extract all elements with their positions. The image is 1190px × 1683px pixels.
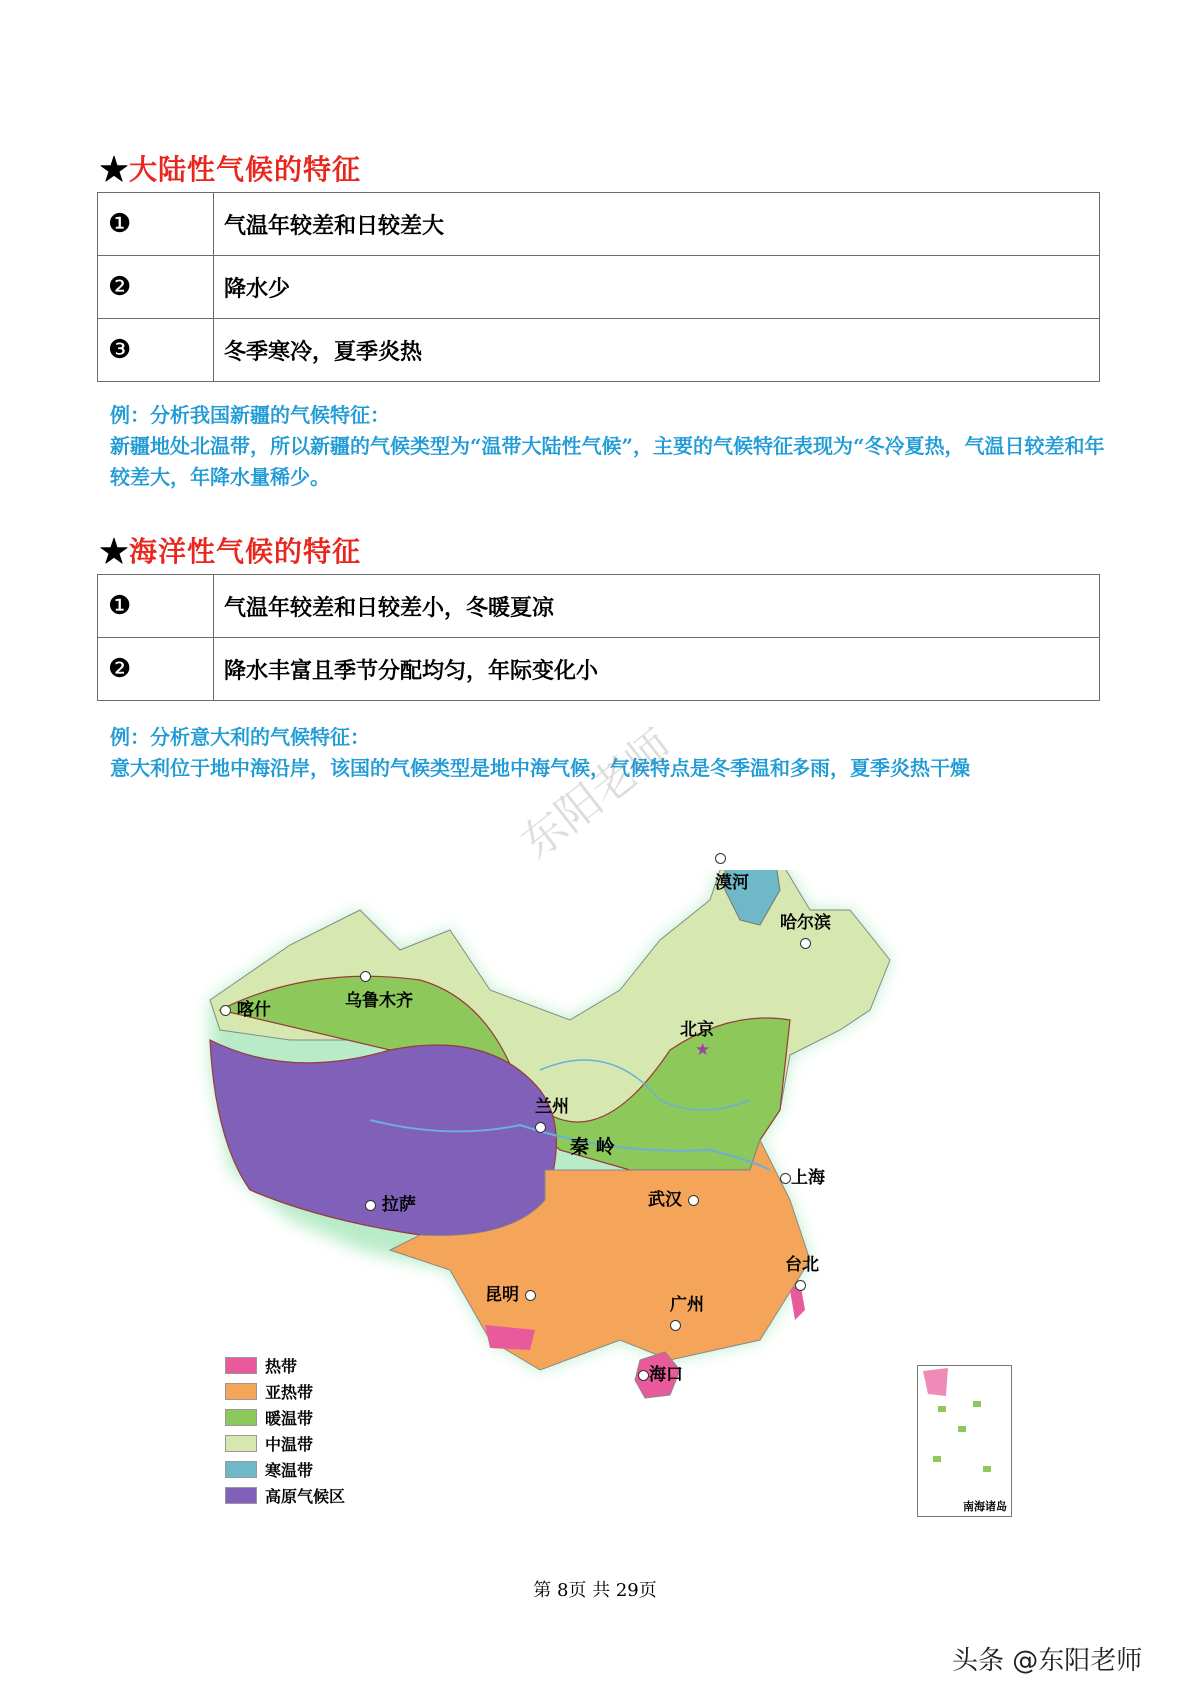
legend-swatch bbox=[225, 1435, 257, 1452]
table-row bbox=[98, 319, 1100, 382]
table-row bbox=[98, 256, 1100, 319]
city-label: 拉萨 bbox=[381, 1195, 416, 1215]
example-body: 意大利位于地中海沿岸，该国的气候类型是地中海气候，气候特点是冬季温和多雨，夏季炎热干燥 bbox=[110, 756, 970, 780]
row-text: 冬季寒冷，夏季炎热 bbox=[214, 319, 1100, 382]
row-text: 降水少 bbox=[214, 256, 1100, 319]
capital-star-icon: ★ bbox=[695, 1040, 711, 1060]
row-number: ❸ bbox=[98, 319, 214, 382]
star-icon: ★ bbox=[100, 535, 130, 568]
row-number: ❷ bbox=[98, 256, 214, 319]
city-label: 武汉 bbox=[648, 1190, 682, 1210]
continental-feature-table bbox=[97, 192, 1100, 382]
legend-swatch bbox=[225, 1487, 257, 1504]
city-taipei bbox=[785, 1250, 819, 1295]
city-marker-icon bbox=[360, 971, 371, 982]
city-lhasa bbox=[365, 1190, 416, 1215]
city-marker-icon bbox=[795, 1280, 806, 1291]
row-text: 降水丰富且季节分配均匀，年际变化小 bbox=[214, 638, 1100, 701]
city-shanghai bbox=[780, 1163, 825, 1188]
section-title-text: 海洋性气候的特征 bbox=[129, 535, 362, 568]
city-marker-icon bbox=[715, 853, 726, 864]
legend-item bbox=[225, 1352, 345, 1378]
city-label: 广州 bbox=[670, 1295, 704, 1315]
city-label: 哈尔滨 bbox=[780, 913, 831, 933]
city-label: 昆明 bbox=[485, 1285, 519, 1305]
qinling-mountains bbox=[570, 1132, 615, 1159]
example-xinjiang bbox=[110, 400, 1110, 493]
example-body: 新疆地处北温带，所以新疆的气候类型为“温带大陆性气候”，主要的气候特征表现为“冬冷夏热，气温日较差和年较差大，年降水量稀少。 bbox=[110, 434, 1105, 489]
city-marker-icon bbox=[780, 1173, 791, 1184]
table-row bbox=[98, 575, 1100, 638]
map-legend bbox=[225, 1352, 345, 1508]
city-label: 上海 bbox=[791, 1168, 825, 1188]
brand-watermark: 头条 @东阳老师 bbox=[952, 1646, 1143, 1676]
city-kunming bbox=[485, 1280, 536, 1305]
legend-swatch bbox=[225, 1357, 257, 1374]
city-marker-icon bbox=[670, 1320, 681, 1331]
city-label: 漠河 bbox=[715, 873, 749, 893]
legend-label: 寒温带 bbox=[265, 1460, 314, 1480]
section-title-oceanic bbox=[100, 530, 361, 570]
row-number: ❶ bbox=[98, 575, 214, 638]
city-label: 北京 bbox=[680, 1020, 714, 1040]
inset-islands bbox=[918, 1366, 1011, 1496]
city-label: 海口 bbox=[649, 1365, 683, 1385]
city-marker-icon bbox=[800, 938, 811, 949]
south-sea-islands-inset bbox=[917, 1365, 1012, 1517]
section-title-text: 大陆性气候的特征 bbox=[129, 153, 362, 186]
section-title-continental bbox=[100, 148, 361, 188]
city-harbin bbox=[780, 908, 831, 953]
city-beijing bbox=[680, 1015, 714, 1060]
city-marker-icon bbox=[535, 1122, 546, 1133]
inset-label: 南海诸岛 bbox=[963, 1500, 1007, 1513]
example-heading: 例：分析我国新疆的气候特征： bbox=[110, 403, 390, 427]
table-row bbox=[98, 638, 1100, 701]
city-label: 秦 岭 bbox=[570, 1136, 615, 1158]
city-label: 兰州 bbox=[535, 1097, 569, 1117]
legend-swatch bbox=[225, 1383, 257, 1400]
legend-swatch bbox=[225, 1409, 257, 1426]
city-urumqi bbox=[345, 966, 413, 1011]
table-row bbox=[98, 193, 1100, 256]
legend-label: 热带 bbox=[265, 1356, 298, 1376]
row-text: 气温年较差和日较差小，冬暖夏凉 bbox=[214, 575, 1100, 638]
city-guangzhou bbox=[670, 1290, 704, 1335]
city-label: 乌鲁木齐 bbox=[345, 991, 413, 1011]
city-haikou bbox=[638, 1360, 683, 1385]
star-icon: ★ bbox=[100, 153, 130, 186]
legend-label: 暖温带 bbox=[265, 1408, 314, 1428]
legend-label: 高原气候区 bbox=[265, 1486, 346, 1506]
legend-label: 亚热带 bbox=[265, 1382, 314, 1402]
city-lanzhou bbox=[535, 1092, 569, 1137]
city-kashgar bbox=[220, 995, 271, 1020]
city-marker-icon bbox=[220, 1005, 231, 1016]
city-marker-icon bbox=[525, 1290, 536, 1301]
city-wuhan bbox=[648, 1185, 699, 1210]
legend-swatch bbox=[225, 1461, 257, 1478]
page-number: 第 8页 共 29页 bbox=[533, 1580, 657, 1601]
legend-item bbox=[225, 1430, 345, 1456]
city-marker-icon bbox=[638, 1370, 649, 1381]
city-label: 台北 bbox=[785, 1255, 819, 1275]
city-marker-icon bbox=[365, 1200, 376, 1211]
oceanic-feature-table bbox=[97, 574, 1100, 701]
city-marker-icon bbox=[688, 1195, 699, 1206]
legend-item bbox=[225, 1378, 345, 1404]
row-number: ❶ bbox=[98, 193, 214, 256]
legend-item bbox=[225, 1456, 345, 1482]
legend-item bbox=[225, 1482, 345, 1508]
row-text: 气温年较差和日较差大 bbox=[214, 193, 1100, 256]
watermark: 东阳老师 bbox=[511, 720, 682, 869]
city-mohe bbox=[715, 848, 749, 893]
legend-item bbox=[225, 1404, 345, 1430]
row-number: ❷ bbox=[98, 638, 214, 701]
legend-label: 中温带 bbox=[265, 1434, 314, 1454]
example-heading: 例：分析意大利的气候特征： bbox=[110, 725, 370, 749]
city-label: 喀什 bbox=[236, 1000, 271, 1020]
